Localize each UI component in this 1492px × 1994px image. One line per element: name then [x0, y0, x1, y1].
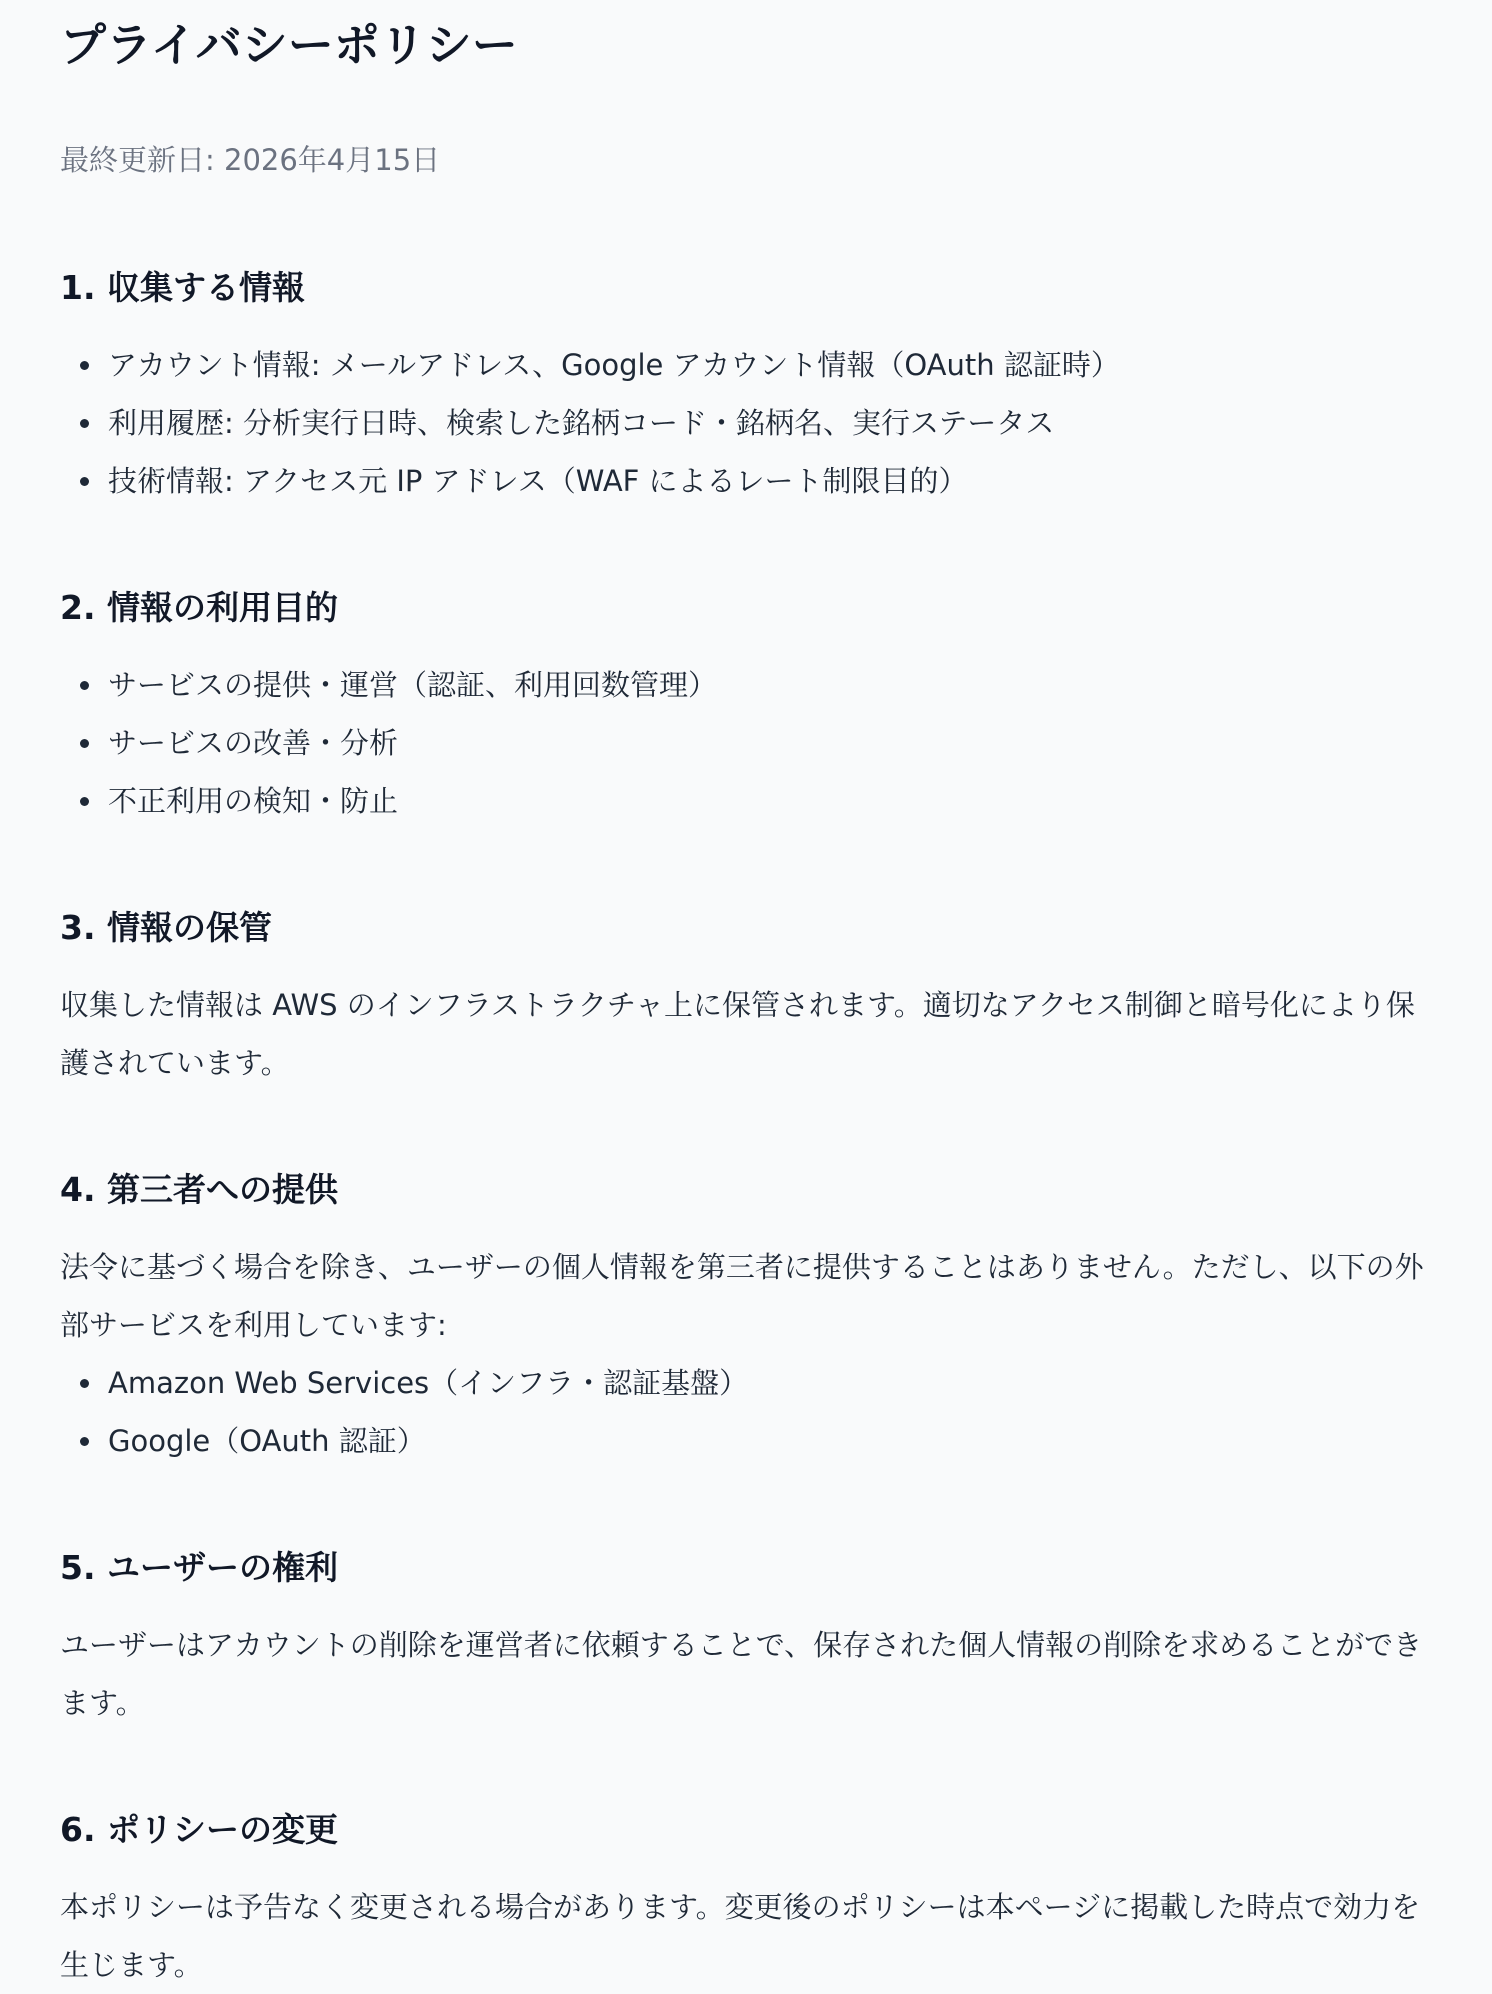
- list-item: サービスの提供・運営（認証、利用回数管理）: [60, 656, 1440, 714]
- list-item: サービスの改善・分析: [60, 714, 1440, 772]
- section-heading: 2. 情報の利用目的: [60, 588, 338, 627]
- list-item: 利用履歴: 分析実行日時、検索した銘柄コード・銘柄名、実行ステータス: [60, 394, 1440, 452]
- list-item: Google（OAuth 認証）: [60, 1412, 1440, 1470]
- section-paragraph: 本ポリシーは予告なく変更される場合があります。変更後のポリシーは本ページに掲載した時点で効力を生じます。: [60, 1890, 1421, 1982]
- external-services-list: [60, 1354, 1440, 1470]
- section-purpose-of-use: [60, 586, 1440, 830]
- list-item: 不正利用の検知・防止: [60, 772, 1440, 830]
- section-policy-changes: [60, 1808, 1440, 1994]
- purpose-list: [60, 656, 1440, 830]
- collected-information-list: [60, 336, 1440, 510]
- section-heading: 5. ユーザーの権利: [60, 1548, 338, 1587]
- section-paragraph: 収集した情報は AWS のインフラストラクチャ上に保管されます。適切なアクセス制御と暗号化により保護されています。: [60, 988, 1415, 1080]
- section-heading: 3. 情報の保管: [60, 908, 272, 947]
- section-third-party-disclosure: [60, 1168, 1440, 1470]
- section-paragraph: 法令に基づく場合を除き、ユーザーの個人情報を第三者に提供することはありません。ただし、以下の外部サービスを利用しています:: [60, 1250, 1424, 1342]
- section-user-rights: [60, 1546, 1440, 1732]
- list-item: 技術情報: アクセス元 IP アドレス（WAF によるレート制限目的）: [60, 452, 1440, 510]
- section-heading: 6. ポリシーの変更: [60, 1810, 338, 1849]
- section-collected-information: [60, 266, 1440, 510]
- section-paragraph: ユーザーはアカウントの削除を運営者に依頼することで、保存された個人情報の削除を求めることができます。: [60, 1628, 1423, 1720]
- section-information-storage: [60, 906, 1440, 1092]
- section-heading: 4. 第三者への提供: [60, 1170, 338, 1209]
- page-title: プライバシーポリシー: [60, 18, 518, 72]
- section-heading: 1. 収集する情報: [60, 268, 305, 307]
- last-updated-date: 最終更新日: 2026年4月15日: [60, 143, 441, 177]
- policy-content: [60, 14, 1440, 1994]
- list-item: アカウント情報: メールアドレス、Google アカウント情報（OAuth 認証時）: [60, 336, 1440, 394]
- list-item: Amazon Web Services（インフラ・認証基盤）: [60, 1354, 1440, 1412]
